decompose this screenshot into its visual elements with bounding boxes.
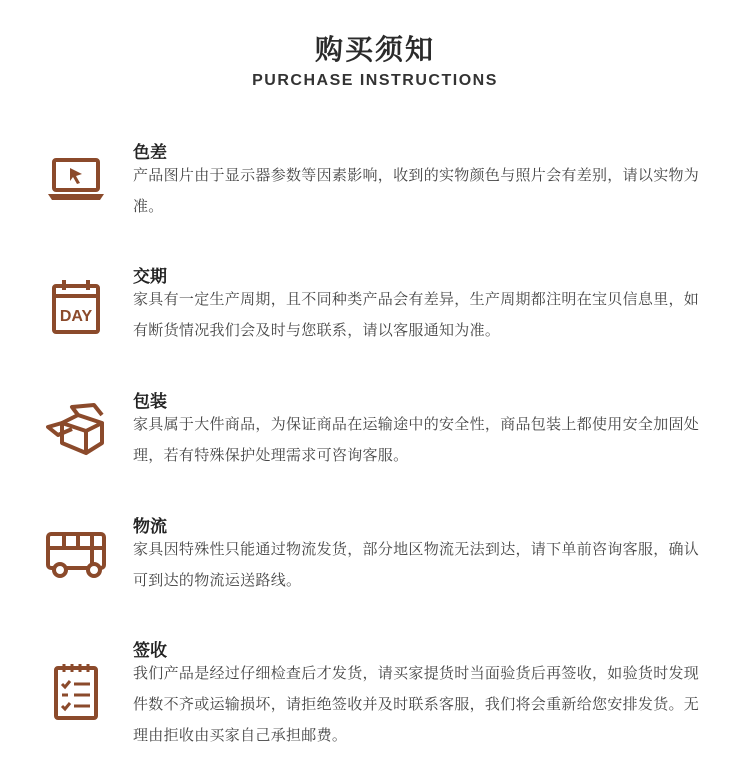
- calendar-day-icon: [44, 276, 108, 340]
- section-body: 家具因特殊性只能通过物流发货，部分地区物流无法到达，请下单前咨询客服，确认可到达的物流运送路线。: [133, 540, 700, 589]
- section-title: 物流: [133, 517, 167, 537]
- section-body: 产品图片由于显示器参数等因素影响，收到的实物颜色与照片会有差别，请以实物为准。: [133, 166, 700, 215]
- section-title: 交期: [133, 267, 167, 287]
- section-body: 家具属于大件商品，为保证商品在运输途中的安全性，商品包装上都使用安全加固处理，若有特殊保护处理需求可咨询客服。: [133, 415, 700, 464]
- section-body: 家具有一定生产周期，且不同种类产品会有差异，生产周期都注明在宝贝信息里，如有断货情况我们会及时与您联系，请以客服通知为准。: [133, 290, 700, 339]
- page-subtitle: PURCHASE INSTRUCTIONS: [252, 72, 498, 89]
- section-title: 包装: [133, 392, 167, 412]
- open-box-icon: [44, 397, 108, 461]
- section-title: 签收: [133, 641, 167, 661]
- page-title: 购买须知: [314, 33, 435, 66]
- calendar-day-text: DAY: [59, 308, 93, 325]
- section-title: 色差: [133, 143, 167, 163]
- section-body: 我们产品是经过仔细检查后才发货，请买家提货时当面验货后再签收，如验货时发现件数不齐或运输损坏，请拒绝签收并及时联系客服，我们将会重新给您安排发货。无理由拒收由买家自己承担邮费。: [133, 664, 700, 744]
- checklist-icon: [44, 660, 108, 724]
- laptop-cursor-icon: [44, 152, 108, 216]
- truck-icon: [44, 522, 108, 586]
